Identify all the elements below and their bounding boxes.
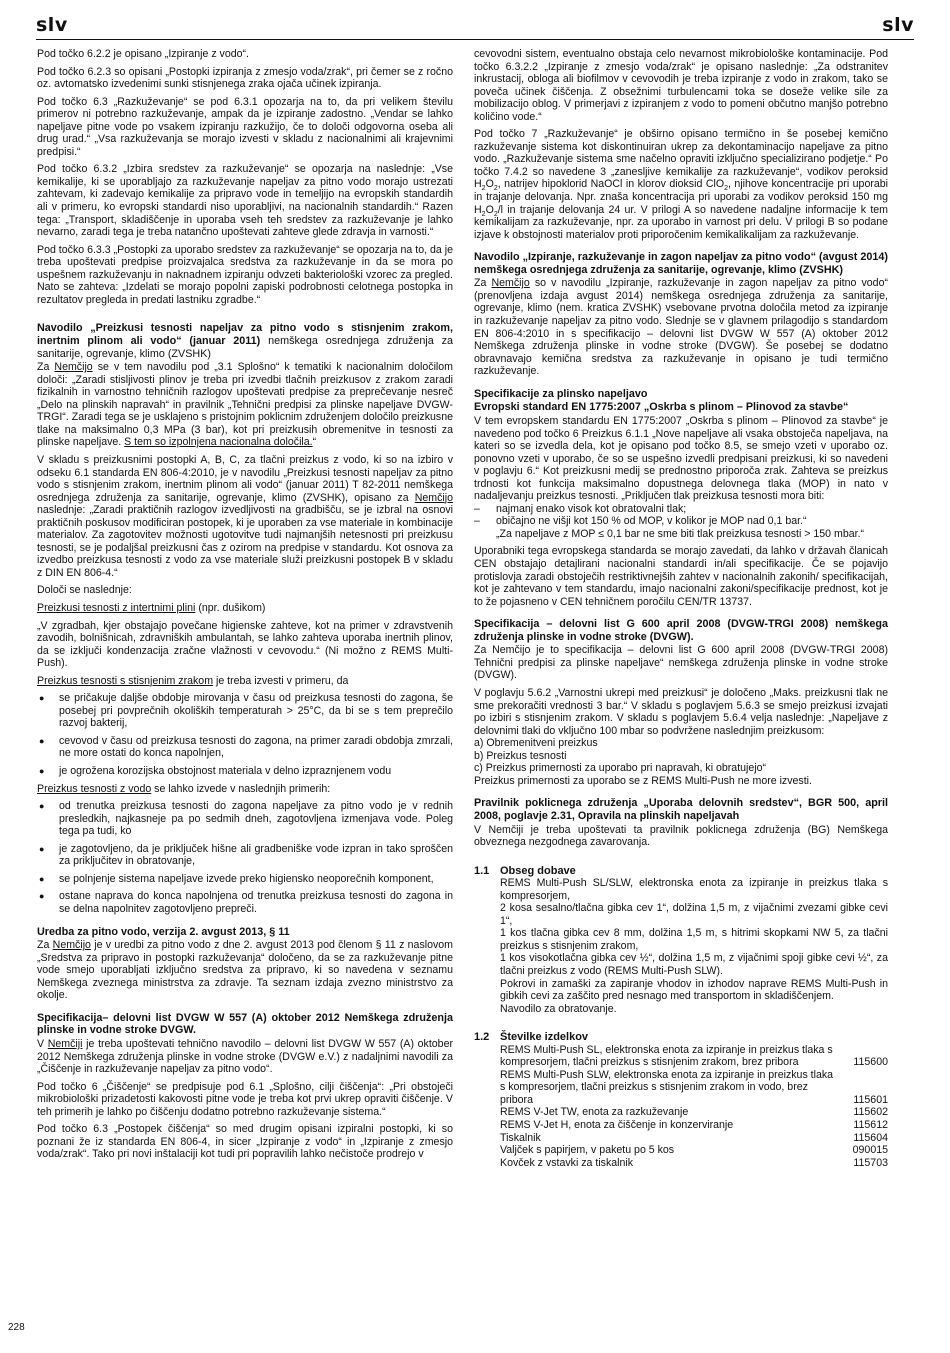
product-number: 090015	[852, 1144, 888, 1157]
paragraph: Pod točko 6.3.2 „Izbira sredstev za razkuževanje“ se opozarja na naslednje: „Vse kemikalije, ki se uporabljajo za razkuževanje napeljav za pitno vodo morajo ustrezati zahtevam, ki zadevajo kemikalije za pripravo vode in temeljijo na evropskih standardih ali v primeru, ko evropski standardi niso uporabljivi, na nacionalnih standardih.“ Razen tega: „Transport, skladiščenje in uporaba vseh teh sredstev za razkuževanje je lahko nevarno, zaradi tega je treba natančno upoštevati zahteve glede zdravja in varnosti.“	[37, 163, 453, 239]
subscript: 2	[481, 185, 486, 193]
table-row	[500, 1119, 888, 1132]
paragraph: V Nemčiji je treba upoštevati ta pravilnik poklicnega združenja (BG) Nemškega obveznega nezgodnega zavarovanja.	[474, 823, 888, 849]
paragraph	[37, 454, 453, 579]
list-item: REMS Multi-Push SL/SLW, elektronska enota za izpiranje in preizkus tlaka s kompresorjem,	[500, 877, 888, 902]
right-column	[474, 48, 888, 1169]
dash-list	[474, 503, 888, 528]
list-item: Pokrovi in zamaški za zapiranje vhodov in izhodov naprave REMS Multi-Push in gibkih cevi za zaščito pred nesnago med transportom in skladiščenjem.	[500, 977, 888, 1003]
underlined-text: Preizkusi tesnosti z intertnimi plini	[37, 602, 196, 615]
section-product-numbers	[474, 1031, 888, 1169]
list-item: ● je ogrožena korozijska obstojnost materiala v delno izpraznjenem vodu	[37, 765, 453, 778]
product-number: 115703	[853, 1156, 888, 1169]
list-item: 2 kosa sesalno/tlačna gibka cev 1“, dolžina 1,5 m, z vijačnimi zvezami gibke cevi 1“,	[500, 902, 888, 927]
text: se v tem navodilu pod „3.1 Splošno“ k tematiki k nacionalnim določilom določi: „Zaradi stisljivosti plinov je treba pri izvedbi tlačnih preizkusov z zrakom zaradi fizikalnih in varnostno tehničnih razlogov upoštevati predpise za preprečevanje nesreč „Delo na plinskih napravah“ in pravilnik „Tehnični predpisi za plinske napeljave DVGW-TRGI“. Zaradi tega se je usklajeno s pristojnim poklicnim združenjem določilo preizkusne tlake na maksimalno 0,3 MPa (3 bar), kot pri preizkusih obremenitve in tesnosti za plinske napeljave.	[37, 361, 453, 449]
product-table	[474, 1044, 888, 1169]
left-column	[37, 48, 453, 1166]
section-heading	[37, 322, 453, 360]
table-row	[500, 1044, 888, 1069]
list-item: ● je zagotovljeno, da je priključek hišne ali gradbeniške vode izpran in tako sproščen za priključitev in obratovanje,	[37, 843, 453, 868]
paragraph: Pod točko 6.2.3 so opisani „Postopki izpiranja z zmesjo voda/zrak“, pri čemer se z ročno oz. avtomatsko izvedenimi sunki stisnjenega zraka ojača učinek izpiranja.	[37, 65, 453, 91]
paragraph: Pod točko 6.3 „Razkuževanje“ se pod 6.3.1 opozarja na to, da pri velikem številu primerov ni potrebno razkuževanje, ampak da je izpiranje zadostno. „Vendar se lahko napeljave pitne vode po vsakem izpiranju razkužijo, če to določi odgovorna oseba ali drug urad.“ „Vsa razkuževanja se morajo izvesti v skladu z nacionalnimi ali krajevnimi predpisi.“	[37, 95, 453, 158]
product-name: Tiskalnik	[500, 1131, 541, 1144]
text: O	[485, 178, 494, 191]
paragraph: Pod točko 6 „Čiščenje“ se predpisuje pod 6.1 „Splošno, cilji čiščenja“: „Pri obstoječi mikrobiološki prizadetosti kakovosti pitne vode je treba kot prvi ukrep opraviti čiščenje. V teh primerih je lahko po čiščenju dodatno potrebno razkuževanje sistema.“	[37, 1080, 453, 1118]
list-item: ● se pričakuje daljše obdobje mirovanja v času od preizkusa tesnosti do zagona, še posebej pri povprečnih okoliških temperaturah > 25°C, da bi se s tem preprečilo razvoj bakterij,	[37, 692, 453, 730]
product-name: Kovček z vstavki za tiskalnik	[500, 1156, 634, 1169]
section-heading: Specifikacija– delovni list DVGW W 557 (A) oktober 2012 Nemškega združenja plinske in vodne stroke DVGW.	[37, 1011, 453, 1037]
paragraph: „V zgradbah, kjer obstajajo povečane higienske zahteve, kot na primer v zdravstvenih zavodih, bolnišnicah, zdravniških ambulantah, se lahko zahteva uporaba inertnih plinov, da se izključi kondenzacija zračne vlažnosti v cevovodu.“ (Ni možno z REMS Multi-Push).	[37, 619, 453, 670]
text: Za	[37, 361, 55, 374]
list-item: – najmanj enako visok kot obratovalni tlak;	[474, 503, 888, 516]
text: , njihove koncentracije pri uporabi in trajanje delovanja. Npr. znaša koncentracija pri uporabi za vodikov peroksid 150 mg H	[474, 178, 888, 216]
product-name: REMS Multi-Push SL, elektronska enota za izpiranje in preizkus tlaka s kompresorjem, tlačni preizkus s stisnjenim zrakom, brez pribora	[500, 1043, 833, 1069]
header-rule	[36, 39, 914, 40]
alpha-list	[474, 737, 888, 775]
underlined-text: Nemčiji	[47, 1038, 83, 1051]
underlined-text: Preizkus tesnosti z vodo	[37, 782, 152, 795]
text: naslednje: „Zaradi praktičnih razlogov izvedljivosti na gradbišču, se je izbral na osnovi praktičnih poskusov modificiran postopek, ki je uporaben za vse materiale in kombinacije materialov. Za zagotovitev možnosti ugotovitve tudi najmanjših netesnosti pri preizkusu tesnosti, se je podaljšal preizkusni čas z ozirom na predpise v standardu. Kot osnova za izvedbo preizkusa tesnosti z vodo za vse materiale služi preizkusni postopek B v skladu z DIN EN 806-4.“	[37, 504, 453, 579]
header-language-right: slv	[882, 14, 914, 36]
table-row	[500, 1106, 888, 1119]
underlined-text: Nemčijo	[414, 491, 453, 504]
text: /l in trajanje delovanja 24 ur. V prilogi A so navedene nadaljne informacije k tem kemikalijam za razkuževanje, npr. za uporabo in varnost pri delu. V prilogi B so podane izjave k obstojnosti materialov proti priporočenim kemikalikalijam za razkuževanje.	[474, 203, 888, 241]
text: je treba izvesti v primeru, da	[213, 674, 349, 687]
table-row	[500, 1069, 888, 1107]
list-item: ● ostane naprava do konca napolnjena od trenutka preizkusa tesnosti do zagona in se delna napolnitev zagotovljeno prepreči.	[37, 890, 453, 915]
heading-bold: Navodilo „Preizkusi tesnosti napeljav za pitno vodo s stisnjenim zrakom, inertnim plinom ali vodo“ (januar 2011)	[37, 322, 453, 347]
paragraph	[474, 277, 888, 377]
product-name: REMS Multi-Push SLW, elektronska enota za izpiranje in preizkus tlaka s kompresorjem, tlačni preizkus s stisnjenim zrakom in vodo, brez pribora	[500, 1068, 834, 1106]
paragraph	[37, 939, 453, 1002]
paragraph	[37, 675, 453, 688]
section-heading: Specifikacija – delovni list G 600 april 2008 (DVGW-TRGI 2008) nemškega združenja plinske in vodne stroke (DVGW).	[474, 618, 888, 643]
list-item: ● se polnjenje sistema napeljave izvede preko higiensko neoporečnih komponent,	[37, 873, 453, 886]
section-title: Obseg dobave	[500, 864, 576, 877]
text: V skladu s preizkusnimi postopki A, B, C, za tlačni preizkus z vodo, ki so na izbiro v odseku 6.1 standarda EN 806-4:2010, je v navodilu „Preizkusi tesnosti napeljav za pitno vodo s stisnjenim zrakom, inertnim plinom ali vodo“ (januar 2011) T 82-2011 nemškega osrednjega združenja za sanitarije, ogrevanje, klimo (ZVSHK), opisano za	[37, 454, 453, 504]
list-item: a) Obremenitveni preizkus	[474, 737, 598, 750]
text: so v navodilu „Izpiranje, razkuževanje in zagon napeljav za pitno vodo“ (prenovljena izdaja avgust 2014) nemškega osrednjega združenja za sanitarije, ogrevanje, klimo (nem. kratica ZVSHK) vsebovane prvotna določila metod za izpiranje in razkuževanje napeljav za pitno vodo. Slednje se v glavnem prilagodijo s standardom EN 806-4:2010 in s specifikacijo – delovni list DVGW W 557 (A) oktober 2012 Nemškega združenja plinske in vodne stroke (DVGW). Še posebej se dodatno obravnavajo kemična sredstva za razkuževanje in opisano je tudi termično razkuževanje.	[474, 277, 888, 378]
underlined-text: Nemčijo	[52, 939, 91, 952]
product-number: 115602	[853, 1106, 888, 1119]
bullet-list	[37, 692, 453, 777]
product-number: 115604	[853, 1131, 888, 1144]
paragraph	[37, 783, 453, 796]
subscript: 2	[481, 210, 486, 218]
paragraph: Preizkus primernosti za uporabo se z REMS Multi-Push ne more izvesti.	[474, 774, 812, 787]
paragraph: cevovodni sistem, eventualno obstaja celo nevarnost mikrobiološke kontaminacije. Pod točko 6.3.2.2 „Izpiranje z zmesjo voda/zrak“ je opisano naslednje: „Za odstranitev inkrustacij, obloga ali biofilmov v cevovodih je treba izpiranje z vodo in zrakom, tako se poveča učinek čiščenja. Z obsežnimi turbulencami toka se doseže velike sile za mobilizacijo oblog. V primerjavi z izpiranjem z vodo to pomeni občutno manjšo potrebno količino vode.“	[474, 48, 888, 123]
text: se lahko izvede v naslednjih primerih:	[151, 782, 331, 795]
text: V	[37, 1038, 48, 1051]
paragraph: V poglavju 5.6.2 „Varnostni ukrepi med preizkusi“ je določeno „Maks. preizkusni tlak ne sme prekoračiti vrednosti 3 bar.“ V skladu s poglavjem 5.6.3 se smejo preizkusi izvajati po izbiri s stisnjenim zrakom. V skladu s poglavjem 5.6.4 velja naslednje: „Napeljave z delovnimi tlaki do vključno 100 mbar so podvržene naslednjim preizkusom:	[474, 686, 888, 737]
table-row	[500, 1132, 888, 1145]
section-number: 1.1	[474, 864, 490, 877]
numbered-heading	[474, 1031, 888, 1044]
paragraph: Pod točko 6.2.2 je opisano „Izpiranje z vodo“.	[37, 48, 249, 60]
text: , natrijev hipoklorid NaOCl in klorov dioksid ClO	[497, 178, 725, 191]
product-number: 115600	[853, 1056, 888, 1069]
section-subheading: Evropski standard EN 1775:2007 „Oskrba s plinom – Plinovod za stavbe“	[474, 401, 849, 414]
section-number: 1.2	[474, 1031, 490, 1044]
list-item: Navodilo za obratovanje.	[500, 1002, 617, 1015]
text: Za	[474, 277, 492, 290]
list-item: 1 kos visokotlačna gibka cev ½“, dolžina 1,5 m, z vijačnimi spoji gibke cevi ½“, za tlačni preizkus z vodo (REMS Multi-Push SLW).	[500, 952, 888, 978]
paragraph: Uporabniki tega evropskega standarda se morajo zavedati, da lahko v državah članicah CEN obstajajo detajlirani nacionalni standardi in/ali specifikacije. Če se pojavijo protislovja zaradi obstoječih restriktivnejših zahtev v nacionalnih zakonih/ specifikacijah, kot je zahtevano v tem standardu, imajo nacionalni zakoni/specifikacije prednost, kot je to že pojasneno v CEN tehničnem poročilu CEN/TR 13737.	[474, 545, 888, 608]
text: O	[485, 203, 494, 216]
paragraph	[474, 128, 888, 241]
numbered-heading	[474, 865, 888, 878]
list-item: ● cevovod v času od preizkusa tesnosti do zagona, na primer zaradi obdobja zmrzali, ne more ostati do konca napolnjen,	[37, 735, 453, 760]
paragraph: „Za napeljave z MOP ≤ 0,1 bar ne sme biti tlak preizkusa tesnosti > 150 mbar.“	[496, 527, 865, 540]
table-row	[500, 1144, 888, 1157]
underlined-text: Preizkus tesnosti s stisnjenim zrakom	[37, 674, 214, 687]
paragraph	[37, 1038, 453, 1076]
product-name: Valjček s papirjem, v paketu po 5 kos	[500, 1144, 675, 1157]
subscript: 2	[493, 185, 498, 193]
section-heading: Navodilo „Izpiranje, razkuževanje in zagon napeljav za pitno vodo“ (avgust 2014) nemškega osrednjega združenja za sanitarije, ogrevanje, klimo (ZVSHK)	[474, 251, 888, 276]
list-item: 1 kos tlačna gibka cev 8 mm, dolžina 1,5 m, s hitrimi skopkami NW 5, za tlačni preizkus s stisnjenim zrakom,	[500, 927, 888, 952]
list-item: – običajno ne višji kot 150 % od MOP, v kolikor je MOP nad 0,1 bar.“	[474, 515, 888, 528]
page-number: 228	[8, 1322, 25, 1333]
product-number: 115612	[853, 1119, 888, 1132]
text: je v uredbi za pitno vodo z dne 2. avgust 2013 pod členom § 11 z naslovom „Sredstva za pripravo in postopki razkuževanja“ določeno, da se za razkuževanje pitne vode smejo uporabljati izključno sredstva za pripravo, ki so navedena v seznamu Nemškega zveznega ministrstva za zdravje. Ta seznam izdaja zvezno ministrstvo za okolje.	[37, 939, 453, 1002]
list-item: c) Preizkus primernosti za uporabo pri napravah, ki obratujejo“	[474, 762, 767, 775]
section-title: Številke izdelkov	[500, 1031, 589, 1044]
text: Za	[37, 939, 53, 952]
heading-rest: nemškega osrednjega združenja za sanitarije, ogrevanje, klimo (ZVSHK)	[37, 334, 453, 360]
header-language-left: slv	[36, 14, 68, 36]
product-name: REMS V-Jet H, enota za čiščenje in konzerviranje	[500, 1119, 734, 1132]
text: je treba upoštevati tehnično navodilo – delovni list DVGW W 557 (A) oktober 2012 Nemškega združenja plinske in vodne stroke (DVGW e.V.) z nadaljnimi navodili za „Čiščenje in razkuževanje napeljav za pitno vodo“.	[37, 1038, 453, 1076]
paragraph: Za Nemčijo je to specifikacija – delovni list G 600 april 2008 (DVGW-TRGI 2008) Tehnični predpisi za plinske napeljave“ nemškega združenja plinske in vodne stroke (DVGW).	[474, 644, 888, 682]
product-name: REMS V-Jet TW, enota za razkuževanje	[500, 1106, 689, 1119]
paragraph	[37, 361, 453, 449]
section-heading: Uredba za pitno vodo, verzija 2. avgust 2013, § 11	[37, 925, 290, 938]
underlined-text: Nemčijo	[491, 277, 530, 290]
section-heading: Pravilnik poklicnega združenja „Uporaba delovnih sredstev“, BGR 500, april 2008, poglavje 2.31, Opravila na plinskih napeljavah	[474, 797, 888, 822]
paragraph: Določi se naslednje:	[37, 584, 132, 597]
underlined-text: Nemčijo	[54, 361, 93, 374]
paragraph	[37, 602, 453, 615]
text: “	[312, 436, 317, 449]
paragraph: Pod točko 6.3 „Postopek čiščenja“ so med drugim opisani izpiralni postopki, ki so poznani že iz standarda EN 806-4, in sicer „Izpiranje z vodo“ in „Izpiranje z zmesjo voda/zrak“. Tako pri novi inštalaciji kot tudi pri popravilih lahko nečistoče prodrejo v	[37, 1123, 453, 1161]
section-scope-of-delivery	[474, 865, 888, 1016]
subscript: 2	[493, 210, 498, 218]
paragraph: V tem evropskem standardu EN 1775:2007 „Oskrba s plinom – Plinovod za stavbe“ je navedeno pod točko 6 Preizkus 6.1.1 „Nove napeljave ali vsaka obstoječa napeljava, na kateri so se izvedla dela, kot je opisano pod točko 8.5, se smejo vzeti v uporabo oz. ponovno vzeti v uporabo, če so se uspešno izvedli predpisani preizkusi, ki so navedeni v poglavju 6.“ Kot preizkusni medij se prednostno priporoča zrak. Zahteva se preizkus trdnosti kot funkcija maksimalno dopustnega delovnega tlaka (MOP) in nato v nadaljevanju preizkus tesnosti. „Priključen tlak preizkusa tesnosti mora biti:	[474, 414, 888, 503]
bullet-list	[37, 800, 453, 915]
list-item: ● od trenutka preizkusa tesnosti do zagona napeljave za pitno vodo je v rednih presledkih, najkasneje pa po sedmih dneh, zagotovljena izmenjava vode. Poleg tega pa tudi, ko	[37, 800, 453, 838]
section-heading: Specifikacije za plinsko napeljavo	[474, 387, 648, 400]
underlined-text: S tem so izpolnjena nacionalna določila.	[124, 436, 313, 449]
subscript: 2	[724, 185, 728, 193]
section-body	[474, 877, 888, 1015]
list-item: b) Preizkus tesnosti	[474, 749, 567, 762]
table-row	[500, 1157, 888, 1170]
text: Pod točko 7 „Razkuževanje“ je obširno opisano termično in še posebej kemično razkuževanje sistema kot diskontinuiran ukrep za dekontaminacijo napeljave za pitno vodo. „Razkuževanje sistema sme načelno opraviti izključno specializirano podjetje.“ Po točko 7.4.2 so navedene 3 „zanesljive kemikalije za razkuževanje“, vodikov peroksid H	[474, 128, 888, 191]
product-number: 115601	[853, 1093, 888, 1106]
paragraph: Pod točko 6.3.3 „Postopki za uporabo sredstev za razkuževanje“ se opozarja na to, da je treba upoštevati predpise proizvajalca sredstva za razkuževanje in da se mora po uspešnem razkuževanju in naknadnem izpiranju odvzeti bakteriološki vzorec za pregled. Nato se zahteva: „Izdelati se morajo popolni zapiski podrobnosti celotnega postopka in rezultatov pregleda in predati lastniku zgradbe.“	[37, 243, 453, 306]
text: (npr. dušikom)	[195, 602, 266, 615]
